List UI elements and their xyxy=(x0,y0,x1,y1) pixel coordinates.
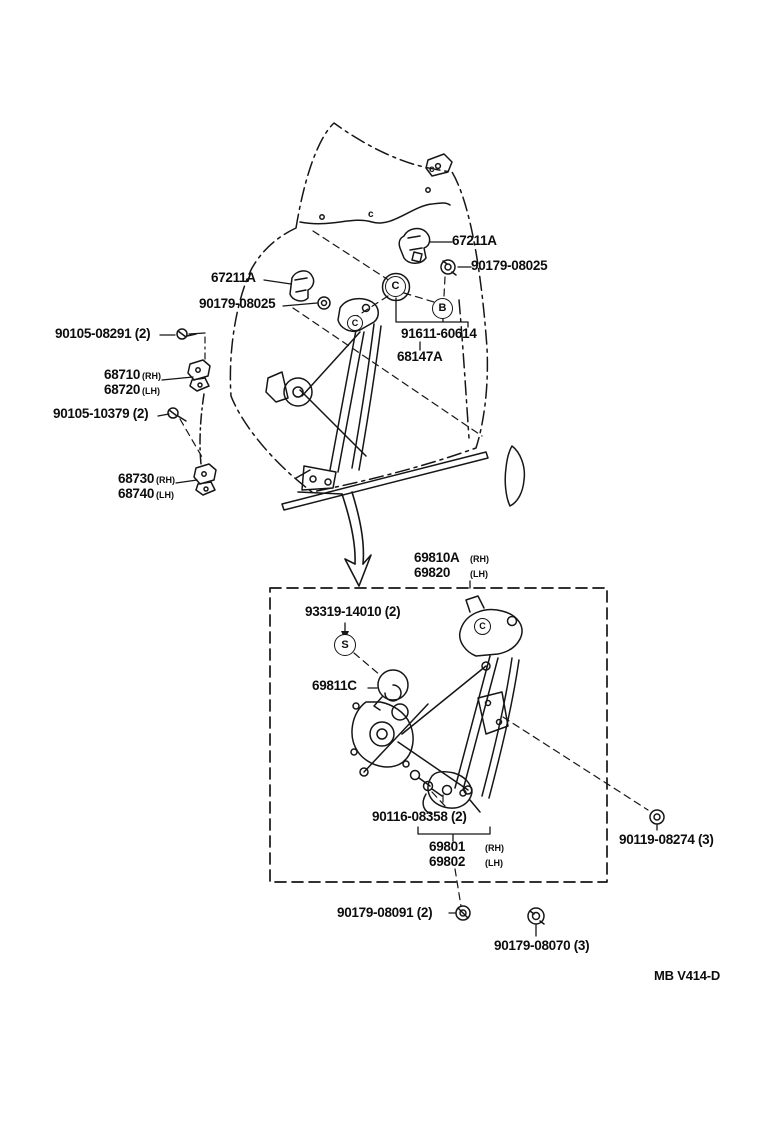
label-check-upper-rh xyxy=(104,368,161,383)
label-check-lower-lh xyxy=(118,487,175,502)
check-upper-rh-number: 68710 xyxy=(104,367,141,382)
bolt-b-callout xyxy=(432,298,453,319)
screw-s-callout xyxy=(334,634,356,656)
label-nut-right: 90179-08025 xyxy=(471,258,548,273)
label-assembly-rh xyxy=(414,551,489,566)
assembly-rh-side: (RH) xyxy=(470,554,489,564)
assembly-lh-number: 69820 xyxy=(414,565,451,580)
label-regulator-rh xyxy=(429,840,504,855)
label-clip-right: 67211A xyxy=(452,233,497,248)
bolt-glyph-right xyxy=(650,810,664,824)
label-bolt-right: 90119-08274 (3) xyxy=(619,832,714,847)
label-assembly xyxy=(414,551,489,581)
window-regulator-detail xyxy=(351,596,522,814)
upper-alignment-dashes xyxy=(180,231,482,457)
screw-s-callout-letter: S xyxy=(341,638,349,651)
check-lower-lh-side: (LH) xyxy=(156,490,175,500)
label-screw-detail: 93319-14010 (2) xyxy=(305,604,401,619)
detail-arm-callout xyxy=(474,618,491,635)
nut-glyph-right xyxy=(441,260,456,275)
label-spring: 69811C xyxy=(312,678,357,693)
door-clip-letter-b: c xyxy=(429,164,435,175)
label-clip-left: 67211A xyxy=(211,270,256,285)
figure-code: MB V414-D xyxy=(654,968,721,983)
belt-molding xyxy=(282,446,524,510)
bolt-b-callout-letter: B xyxy=(438,302,447,314)
screw-glyph-lower xyxy=(168,408,186,421)
check-lower-rh-number: 68730 xyxy=(118,471,155,486)
grommet-callout-letter: C xyxy=(391,280,400,292)
label-check-upper-lh xyxy=(104,383,161,398)
regulator-lh-side: (LH) xyxy=(485,858,503,868)
label-bracket: 68147A xyxy=(397,349,443,364)
regulator-rh-number: 69801 xyxy=(429,839,466,854)
assembly-lh-side: (LH) xyxy=(470,569,488,579)
check-lower-rh-side: (RH) xyxy=(156,475,176,485)
window-regulator-upper xyxy=(266,299,381,494)
transfer-arrow xyxy=(342,492,371,586)
clip-glyph-right xyxy=(399,229,429,264)
door-clip-letter-a: c xyxy=(368,209,374,220)
nut-glyph-left xyxy=(318,297,330,309)
label-screw-lower: 90105-10379 (2) xyxy=(53,406,149,421)
regulator-rh-side: (RH) xyxy=(485,843,504,853)
detail-arm-callout-letter: C xyxy=(479,621,486,631)
check-upper-rh-side: (RH) xyxy=(142,371,162,381)
bolt-glyph-bottom-left xyxy=(456,906,470,920)
clip-glyph-left xyxy=(290,271,314,301)
upper-arm-callout-letter: C xyxy=(351,317,359,328)
label-bolt-bottom-right: 90179-08070 (3) xyxy=(494,938,590,953)
label-cushion: 91611-60614 xyxy=(401,326,477,341)
check-upper-lh-side: (LH) xyxy=(142,386,161,396)
detail-box-border xyxy=(270,588,607,882)
assembly-rh-number: 69810A xyxy=(414,550,460,565)
label-check-upper xyxy=(104,368,161,398)
bolt-glyph-bottom-right xyxy=(528,908,544,924)
label-bolt-bottom-left: 90179-08091 (2) xyxy=(337,905,433,920)
label-bolt-pair: 90116-08358 (2) xyxy=(372,809,467,824)
label-check-lower-rh xyxy=(118,472,175,487)
label-regulator xyxy=(429,840,504,870)
label-nut-left: 90179-08025 xyxy=(199,296,276,311)
regulator-lh-number: 69802 xyxy=(429,854,466,869)
label-assembly-lh xyxy=(414,566,489,581)
label-check-lower xyxy=(118,472,175,502)
door-check-glyph-upper xyxy=(188,360,210,391)
label-screw-upper: 90105-08291 (2) xyxy=(55,326,151,341)
check-upper-lh-number: 68720 xyxy=(104,382,141,397)
grommet-callout xyxy=(385,276,406,297)
check-lower-lh-number: 68740 xyxy=(118,486,155,501)
upper-arm-callout xyxy=(347,315,363,331)
label-regulator-lh xyxy=(429,855,504,870)
